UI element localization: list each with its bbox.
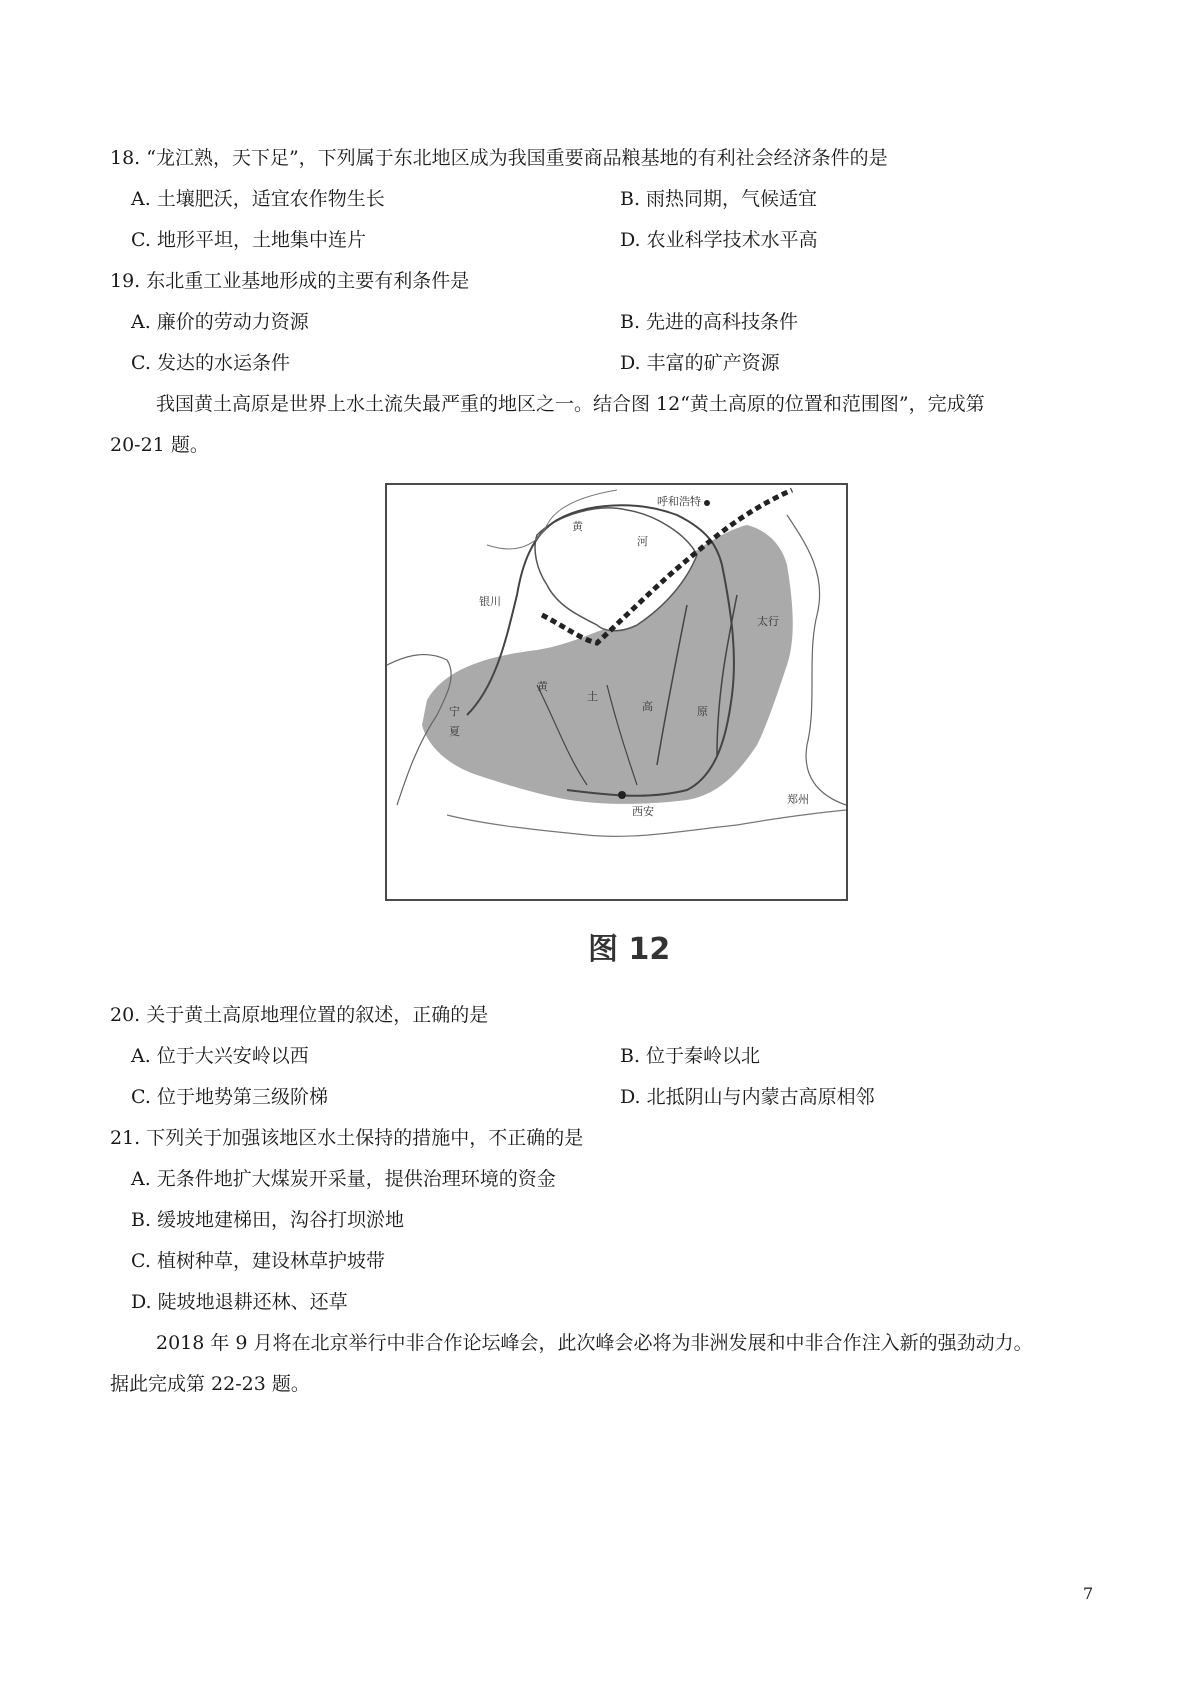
q20-option-d: D. 北抵阴山与内蒙古高原相邻 bbox=[620, 1086, 875, 1108]
map-label-plateau-3: 高 bbox=[642, 700, 653, 713]
map-label-plateau-1: 黄 bbox=[537, 680, 548, 693]
map-label-city-left: 银川 bbox=[479, 595, 501, 608]
q21-option-d: D. 陡坡地退耕还林、还草 bbox=[131, 1291, 348, 1313]
hohhot-dot bbox=[704, 500, 710, 506]
q20-option-b: B. 位于秦岭以北 bbox=[620, 1045, 761, 1067]
q19-option-b: B. 先进的高科技条件 bbox=[620, 311, 799, 333]
loess-plateau-map bbox=[385, 483, 848, 901]
q19-option-a: A. 廉价的劳动力资源 bbox=[131, 311, 309, 333]
map-label-plateau-4: 原 bbox=[697, 705, 708, 718]
intro-22-23-line2: 据此完成第 22-23 题。 bbox=[110, 1373, 310, 1395]
figure-caption: 图 12 bbox=[588, 932, 671, 967]
q19-option-c: C. 发达的水运条件 bbox=[131, 352, 290, 374]
map-label-river2: 河 bbox=[637, 535, 648, 548]
map-svg bbox=[387, 485, 846, 899]
q20-option-a: A. 位于大兴安岭以西 bbox=[131, 1045, 309, 1067]
map-label-river1: 黄 bbox=[572, 520, 583, 533]
q18-option-b: B. 雨热同期，气候适宜 bbox=[620, 188, 818, 210]
intro-22-23-line1: 2018 年 9 月将在北京举行中非合作论坛峰会，此次峰会必将为非洲发展和中非合作注入新的强劲动力。 bbox=[156, 1332, 1033, 1354]
map-label-city-right: 郑州 bbox=[787, 793, 809, 806]
map-label-city-top: 呼和浩特 bbox=[657, 495, 701, 508]
q19-option-d: D. 丰富的矿产资源 bbox=[620, 352, 780, 374]
border-east bbox=[787, 515, 846, 805]
q18-option-c: C. 地形平坦，土地集中连片 bbox=[131, 229, 366, 251]
map-label-region-right: 太行 bbox=[757, 615, 779, 628]
q18-option-d: D. 农业科学技术水平高 bbox=[620, 229, 818, 251]
q20-option-c: C. 位于地势第三级阶梯 bbox=[131, 1086, 328, 1108]
q21-option-b: B. 缓坡地建梯田，沟谷打坝淤地 bbox=[131, 1209, 405, 1231]
q21-option-c: C. 植树种草，建设林草护坡带 bbox=[131, 1250, 385, 1272]
map-label-region-left: 宁 bbox=[449, 705, 460, 718]
intro-20-21-line2: 20-21 题。 bbox=[110, 434, 209, 456]
map-label-city-bottom: 西安 bbox=[632, 805, 654, 818]
xian-dot bbox=[618, 791, 626, 799]
q18-stem: 18. “龙江熟，天下足”，下列属于东北地区成为我国重要商品粮基地的有利社会经济条件的是 bbox=[110, 147, 888, 169]
q19-stem: 19. 东北重工业基地形成的主要有利条件是 bbox=[110, 270, 470, 292]
page-number: 7 bbox=[1083, 1584, 1094, 1603]
q18-option-a: A. 土壤肥沃，适宜农作物生长 bbox=[131, 188, 385, 210]
intro-20-21-line1: 我国黄土高原是世界上水土流失最严重的地区之一。结合图 12“黄土高原的位置和范围图”，完成第 bbox=[156, 393, 985, 415]
map-label-plateau-2: 土 bbox=[587, 690, 598, 703]
q21-option-a: A. 无条件地扩大煤炭开采量，提供治理环境的资金 bbox=[131, 1168, 556, 1190]
q21-stem: 21. 下列关于加强该地区水土保持的措施中，不正确的是 bbox=[110, 1127, 584, 1149]
map-label-region-left2: 夏 bbox=[449, 725, 460, 738]
q20-stem: 20. 关于黄土高原地理位置的叙述，正确的是 bbox=[110, 1004, 489, 1026]
